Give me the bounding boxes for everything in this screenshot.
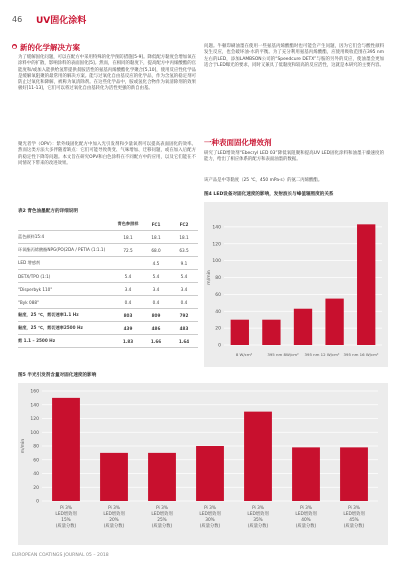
bar <box>325 299 343 345</box>
table-row <box>18 231 198 244</box>
x-tick-label-line: LED增效剂 <box>295 512 317 517</box>
table-header-row <box>18 218 198 231</box>
y-tick-label: 100 <box>30 430 39 436</box>
x-tick-label <box>55 505 77 529</box>
bar <box>294 309 312 345</box>
x-tick-label: 8 W/cm² <box>235 352 253 357</box>
fig4-chart-panel <box>204 202 388 367</box>
table-cell: 803 <box>114 309 142 322</box>
x-tick-label-line: LED增效剂 <box>103 512 125 517</box>
table-cell: 5.4 <box>114 270 142 283</box>
y-tick-label: 100 <box>212 259 221 265</box>
bar <box>196 446 224 501</box>
x-tick-label-line: Pi 3% <box>60 506 72 511</box>
bar <box>100 453 128 501</box>
table-cell: 9.1 <box>170 257 198 270</box>
x-tick-label-line: LED增效剂 <box>55 512 77 517</box>
heading-surface-cure: 一种表面固化增效剂 <box>204 138 272 147</box>
x-tick-label <box>103 505 125 529</box>
x-tick-label: 395 nm 16 W/cm² <box>343 352 379 357</box>
bar <box>340 447 368 501</box>
y-axis-label: m/min <box>207 270 212 285</box>
table-header-cell: 青色参照样 <box>114 218 142 231</box>
table-cell: 18.1 <box>114 231 142 244</box>
table-header-cell: FC2 <box>170 218 198 231</box>
bar <box>244 412 272 501</box>
table-cell: 0.4 <box>142 296 170 309</box>
x-tick-label-line: Pi 3% <box>300 506 312 511</box>
table-cell: 809 <box>142 309 170 322</box>
x-tick-label-line: LED增效剂 <box>247 512 269 517</box>
table-cell: 439 <box>114 322 142 335</box>
y-tick-label: 80 <box>33 444 39 450</box>
table-cell: 63.5 <box>170 244 198 257</box>
table-row <box>18 244 198 257</box>
x-tick-label-line: (质量分数) <box>247 524 269 529</box>
bar <box>52 398 80 501</box>
table-row-label: 蓝色颜料15:4 <box>18 231 114 244</box>
table-row <box>18 309 198 322</box>
table-cell: 18.1 <box>142 231 170 244</box>
journal-footer: EUROPEAN COATINGS JOURNAL 05 – 2018 <box>12 553 109 558</box>
y-tick-label: 40 <box>33 472 39 477</box>
x-tick-label-line: (质量分数) <box>199 524 221 529</box>
table-cell: 18.1 <box>170 231 198 244</box>
table-row-label: "Disperbyk 110" <box>18 283 114 296</box>
table-cell: 4.5 <box>142 257 170 270</box>
table-row-label: "Byk 088" <box>18 296 114 309</box>
x-tick-label-line: (质量分数) <box>103 524 125 529</box>
fig5-bar-chart <box>18 383 388 545</box>
right-paragraph-1: 问题。牛顿印刷油墨在使用一些氨基丙烯酸酯时也可能会产生问题，因为它们会与酸性颜料发生反应，也会破坏油-水的平衡。为了充分利用氨基丙烯酸酯，应使用吸收范围在395 nm左右的LED，添加LAMBSON公司的“Speedcure DETX”与胺的另外的反应，使油墨会更加适合于LED曝光的要求，同时又兼具了低黏度和较高的反应活性，这就是本研究的主要内容。 <box>204 44 384 68</box>
table-cell: 1.66 <box>142 335 170 348</box>
y-axis-label: m/min <box>21 438 26 454</box>
table-cell: 1.64 <box>170 335 198 348</box>
bar <box>292 447 320 501</box>
table-row-label: LED 增感剂 <box>18 257 114 270</box>
fig4-bar-chart <box>204 202 388 367</box>
x-tick-label-line: (质量分数) <box>343 524 365 529</box>
y-tick-label: 80 <box>215 276 221 281</box>
right-paragraph-2: 研究了LED增效剂“Ebecryl LED 03”降低氧阻聚和提高UV LED固化涂料和油墨干燥速度的能力，给出了相应体系的配方和表面油墨的数据。 <box>204 151 384 163</box>
table-row-label: DETX/TPO (1:1) <box>18 270 114 283</box>
fig5-chart-panel <box>18 383 388 545</box>
table-row <box>18 296 198 309</box>
x-tick-label-line: Pi 3% <box>108 506 120 511</box>
y-tick-label: 0 <box>218 343 221 349</box>
table-cell: 5.4 <box>142 270 170 283</box>
table-cell: 486 <box>142 322 170 335</box>
table-row <box>18 335 198 348</box>
table-row <box>18 257 198 270</box>
left-paragraph-1: 为了缓解固化问题，可以在配方中采用特殊的化学预防措施[5-9]。降低配方黏度会增加氧在涂料中的扩散，影响涂料的表面固化[5]。然而，在相同的黏度下，提高配方中丙烯酸酯的官能度和/或加入能供给氢带提供叔胺活性的氨基丙烯酸酯化学聚合[5,10]，使用反应性化学品是缓解氧阻聚的最常用的解决方案。能与过氧化自由基反应的化学品，作为含氢的稳定剂可防止过氧化和降解，被称为氧清除剂。在这些化学品中，胺或氢化合物作为氧清除剂的效果极好[11-13]，它们可以将过氧化自由基转化为活性更强的新自由基。 <box>18 55 196 92</box>
bar <box>357 224 375 345</box>
right-paragraph-3: 该产品是中等黏度（25 ℃，450 mPa·s）的氨二丙烯酸酯。 <box>204 178 323 183</box>
x-tick-label: 395 nm 12 W/cm² <box>304 352 340 357</box>
table-row-label: 环氧酯丙烯酸酯NPG(PO)2DA / PETIA (1:1.1) <box>18 244 114 257</box>
y-tick-label: 40 <box>215 309 221 315</box>
table-cell: 3.4 <box>170 283 198 296</box>
table-row <box>18 283 198 296</box>
y-tick-label: 60 <box>33 458 39 464</box>
fig4-caption: 图4 LED设备对固化速度的影响，发射波长与峰值辐照度的关系 <box>204 192 334 197</box>
x-tick-label-line: 45% <box>349 518 359 523</box>
table-cell: 483 <box>170 322 198 335</box>
x-tick-label <box>343 505 365 529</box>
x-tick-label <box>199 505 221 529</box>
y-tick-label: 120 <box>212 242 221 248</box>
x-tick-label-line: 30% <box>205 518 215 523</box>
x-tick-label-line: LED增效剂 <box>343 512 365 517</box>
table-cell: 0.4 <box>114 296 142 309</box>
bar <box>231 320 249 345</box>
table-cell: 72.5 <box>114 244 142 257</box>
table-cell: 5.4 <box>170 270 198 283</box>
table-cell: 1.83 <box>114 335 142 348</box>
x-tick-label <box>295 505 317 529</box>
x-tick-label-line: (质量分数) <box>151 524 173 529</box>
y-tick-label: 160 <box>30 389 39 395</box>
table-row <box>18 322 198 335</box>
section-title: UV固化涂料 <box>36 16 87 26</box>
table-row-label: 黏度，25 ℃，剪切速率1.1 Hz <box>18 309 114 322</box>
table-header-cell <box>18 218 114 231</box>
x-tick-label-line: Pi 3% <box>348 506 360 511</box>
x-tick-label-line: 25% <box>157 518 167 523</box>
y-tick-label: 20 <box>215 326 221 332</box>
y-tick-label: 0 <box>36 499 39 505</box>
table-row-label: 黏度，25 ℃，剪切速率2500 Hz <box>18 322 114 335</box>
y-tick-label: 20 <box>33 485 39 491</box>
formulation-table <box>18 218 198 348</box>
fig5-caption: 图5 半光引发剂含量对固化速度的影响 <box>18 373 97 378</box>
x-tick-label-line: (质量分数) <box>295 524 317 529</box>
x-tick-label-line: Pi 3% <box>252 506 264 511</box>
y-tick-label: 140 <box>30 403 39 409</box>
table-cell: 3.4 <box>114 283 142 296</box>
table2-caption: 表2 青色油墨配方的详细说明 <box>18 209 78 214</box>
table-row-label: 剪 1.1 – 2500 Hz <box>18 335 114 348</box>
x-tick-label-line: LED增效剂 <box>151 512 173 517</box>
y-tick-label: 140 <box>212 225 221 231</box>
x-tick-label-line: 15% <box>61 518 71 523</box>
x-tick-label <box>247 505 269 529</box>
table-cell: 3.4 <box>142 283 170 296</box>
page-number: 46 <box>12 15 23 24</box>
y-tick-label: 120 <box>30 417 39 422</box>
bar <box>148 453 176 501</box>
x-tick-label-line: 20% <box>109 518 119 523</box>
table-cell: 792 <box>170 309 198 322</box>
y-tick-label: 60 <box>215 292 221 298</box>
table-cell: 0.4 <box>170 296 198 309</box>
x-tick-label: 395 nm 8W/cm² <box>267 352 299 357</box>
x-tick-label-line: 35% <box>253 518 263 523</box>
x-tick-label-line: Pi 3% <box>156 506 168 511</box>
x-tick-label-line: (质量分数) <box>55 524 77 529</box>
x-tick-label <box>151 505 173 529</box>
table-header-cell: FC1 <box>142 218 170 231</box>
section-bullet-icon: ● <box>12 44 17 49</box>
heading-new-chemistry: 新的化学解决方案 <box>20 43 80 52</box>
table-cell: 68.0 <box>142 244 170 257</box>
x-tick-label-line: LED增效剂 <box>199 512 221 517</box>
x-tick-label-line: Pi 3% <box>204 506 216 511</box>
left-paragraph-2: 聚光者学（OPV）：紫外线固化配方中加入光引发剂和少量氧剂可以提高表面固化的效率。然而这类方法大多伴随着缺点：它们可能导致黄变、气味增加、迁移问题，或在加入后配方的稳定性下降等问题。本文旨在研究OPV和白色涂料在不同配方中的应用，以及它们能在不同情况下带来的改进效果。 <box>18 142 196 166</box>
x-tick-label-line: 40% <box>301 518 311 523</box>
table-row <box>18 270 198 283</box>
bar <box>262 320 280 345</box>
table-cell <box>114 257 142 270</box>
